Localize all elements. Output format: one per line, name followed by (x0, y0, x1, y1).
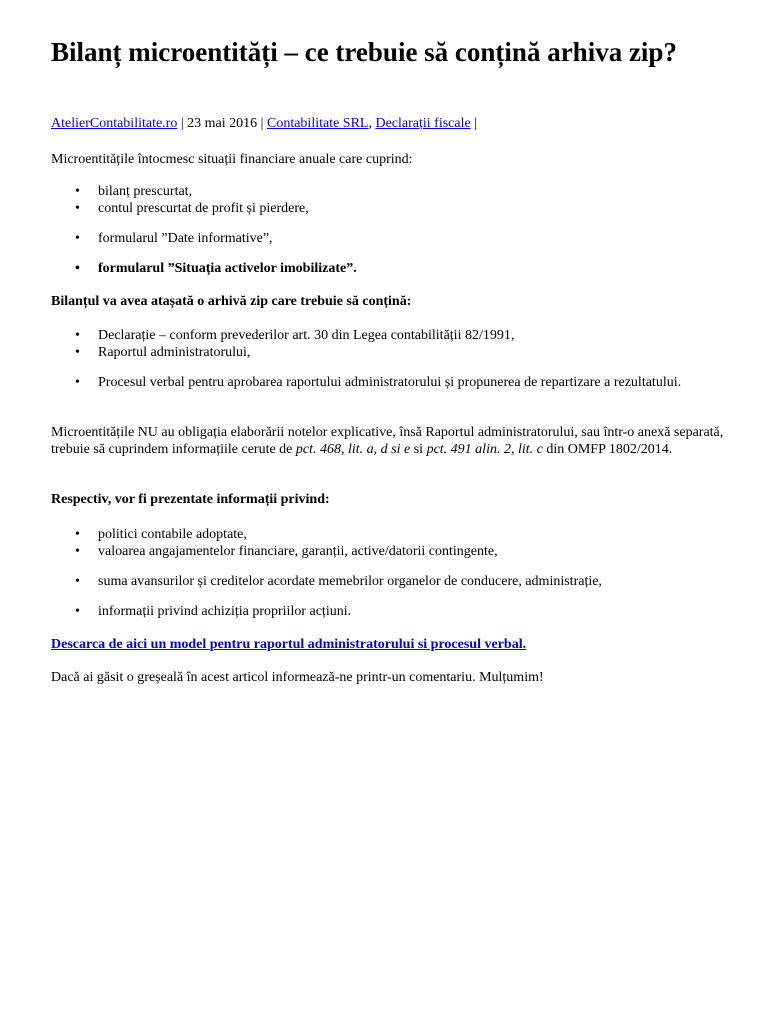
category-link-contabilitate-srl[interactable]: Contabilitate SRL (266, 116, 369, 131)
meta-separator: | (470, 116, 478, 131)
zip-contents-list (51, 327, 731, 391)
meta-separator: | (177, 116, 188, 131)
statements-list (51, 183, 731, 277)
explanatory-paragraph (51, 424, 731, 458)
legal-reference: pct. 491 alin. 2, lit. c (426, 442, 543, 457)
paragraph-text: din OMFP 1802/2014. (542, 442, 673, 457)
paragraph-text: Microentitățile NU au obligația elaborării notelor explicative, însă Raportul administratorului, sau într-o anexă separată, trebuie să cuprindem informațiile cerute de (51, 425, 724, 457)
list-item: • suma avansurilor și creditelor acordate memebrilor organelor de conducere, administrație, (51, 573, 731, 590)
intro-paragraph: Microentitățile întocmesc situații financiare anuale care cuprind: (51, 152, 413, 167)
list-item: • informații privind achiziția propriilor acțiuni. (51, 603, 731, 620)
author-link[interactable]: AtelierContabilitate.ro (51, 116, 178, 131)
list-item: • Declarație – conform prevederilor art. 30 din Legea contabilității 82/1991, (51, 327, 731, 344)
information-heading: Respectiv, vor fi prezentate informații privind: (51, 492, 330, 507)
list-item: • contul prescurtat de profit și pierdere, (51, 200, 731, 217)
list-item: • politici contabile adoptate, (51, 526, 731, 543)
article-title: Bilanț microentități – ce trebuie să conțină arhiva zip? (51, 37, 677, 67)
list-item: • formularul ”Situația activelor imobilizate”. (51, 260, 731, 277)
publish-date: 23 mai 2016 (187, 116, 258, 131)
meta-comma: , (368, 116, 376, 131)
list-item: • bilanț prescurtat, (51, 183, 731, 200)
download-paragraph (51, 636, 731, 653)
list-item: • formularul ”Date informative”, (51, 230, 731, 247)
zip-contents-heading: Bilanțul va avea atașată o arhivă zip care trebuie să conțină: (51, 294, 412, 309)
footer-note: Dacă ai găsit o greșeală în acest articol informează-ne printr-un comentariu. Mulțumim! (51, 670, 544, 685)
list-item: • valoarea angajamentelor financiare, garanții, active/datorii contingente, (51, 543, 731, 560)
legal-reference: pct. 468, lit. a, d si e (295, 442, 411, 457)
information-list (51, 526, 731, 620)
meta-separator: | (257, 116, 267, 131)
list-item: • Procesul verbal pentru aprobarea raportului administratorului și propunerea de repartizare a rezultatului. (51, 374, 731, 391)
paragraph-text: si (410, 442, 427, 457)
download-model-link[interactable]: Descarca de aici un model pentru raportul administratorului si procesul verbal. (51, 637, 527, 652)
category-link-declaratii-fiscale[interactable]: Declarații fiscale (375, 116, 471, 131)
list-item: • Raportul administratorului, (51, 344, 731, 361)
article-meta (51, 115, 477, 132)
